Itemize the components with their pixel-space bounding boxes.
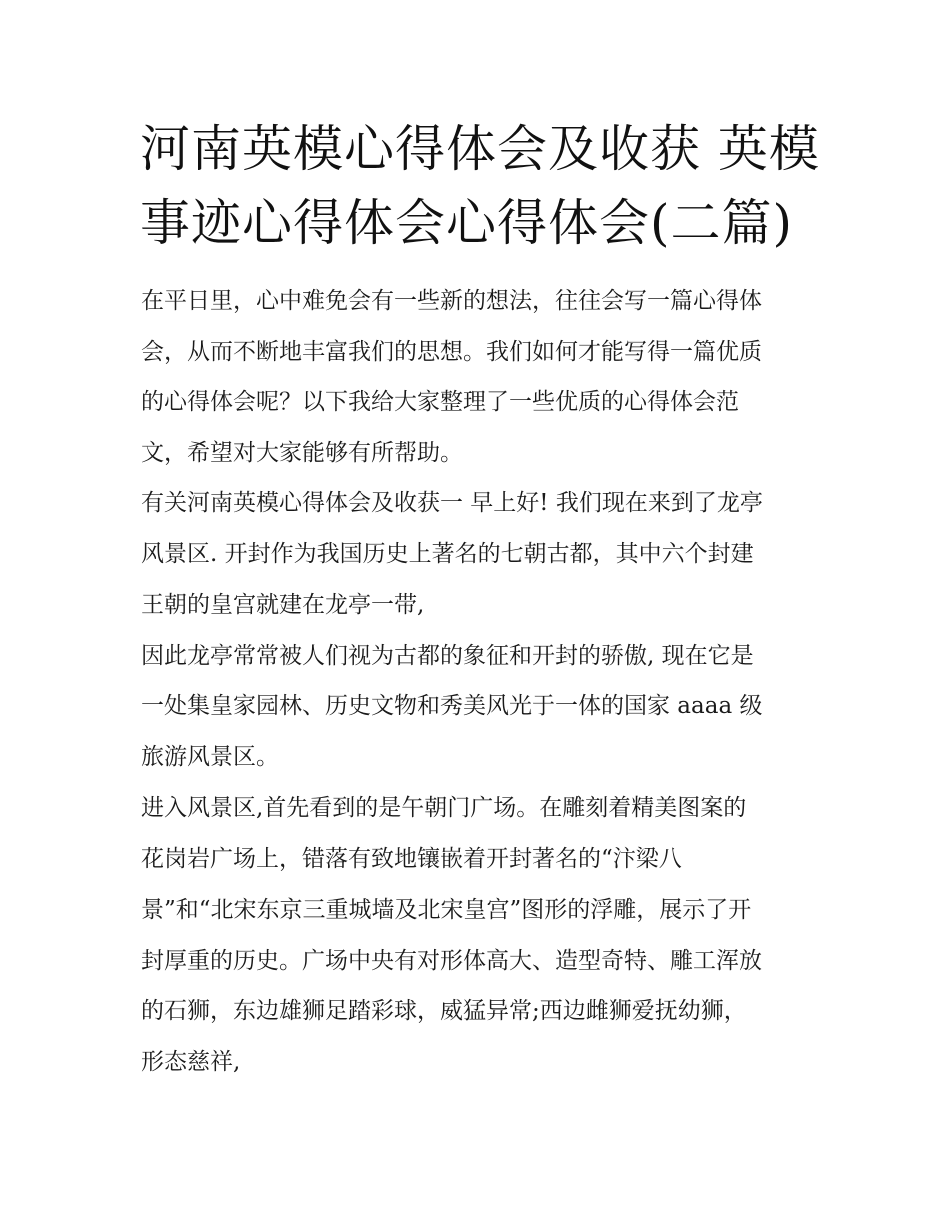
body-line: 风景区. 开封作为我国历史上著名的七朝古都，其中六个封建 <box>141 541 754 567</box>
body-line: 形态慈祥, <box>141 1049 241 1075</box>
body-line: 的石狮，东边雄狮足踏彩球，威猛异常;西边雌狮爱抚幼狮， <box>141 998 747 1024</box>
body-line: 进入风景区,首先看到的是午朝门广场。在雕刻着精美图案的 <box>141 795 747 821</box>
body-line: 因此龙亭常常被人们视为古都的象征和开封的骄傲, 现在它是 <box>141 643 754 669</box>
title-line-1: 河南英模心得体会及收获 英模 <box>140 120 820 178</box>
body-line: 在平日里，心中难免会有一些新的想法，往往会写一篇心得体 <box>141 288 762 314</box>
body-line: 旅游风景区。 <box>141 744 279 770</box>
body-line: 的心得体会呢？以下我给大家整理了一些优质的心得体会范 <box>141 389 739 415</box>
body-line: 一处集皇家园林、历史文物和秀美风光于一体的国家 aaaa 级 <box>141 693 763 719</box>
document-title <box>140 112 820 260</box>
body-line: 封厚重的历史。广场中央有对形体高大、造型奇特、雕工浑放 <box>141 948 762 974</box>
body-line: 会，从而不断地丰富我们的思想。我们如何才能写得一篇优质 <box>141 339 762 365</box>
title-line-2: 事迹心得体会心得体会(二篇) <box>140 194 794 252</box>
body-line: 景”和“北宋东京三重城墙及北宋皇宫”图形的浮雕，展示了开 <box>141 897 752 923</box>
body-line: 有关河南英模心得体会及收获一 早上好! 我们现在来到了龙亭 <box>141 490 763 516</box>
body-line: 王朝的皇宫就建在龙亭一带, <box>141 592 425 618</box>
body-line: 文，希望对大家能够有所帮助。 <box>141 440 463 466</box>
body-line: 花岗岩广场上，错落有致地镶嵌着开封著名的“汴梁八 <box>141 846 682 872</box>
